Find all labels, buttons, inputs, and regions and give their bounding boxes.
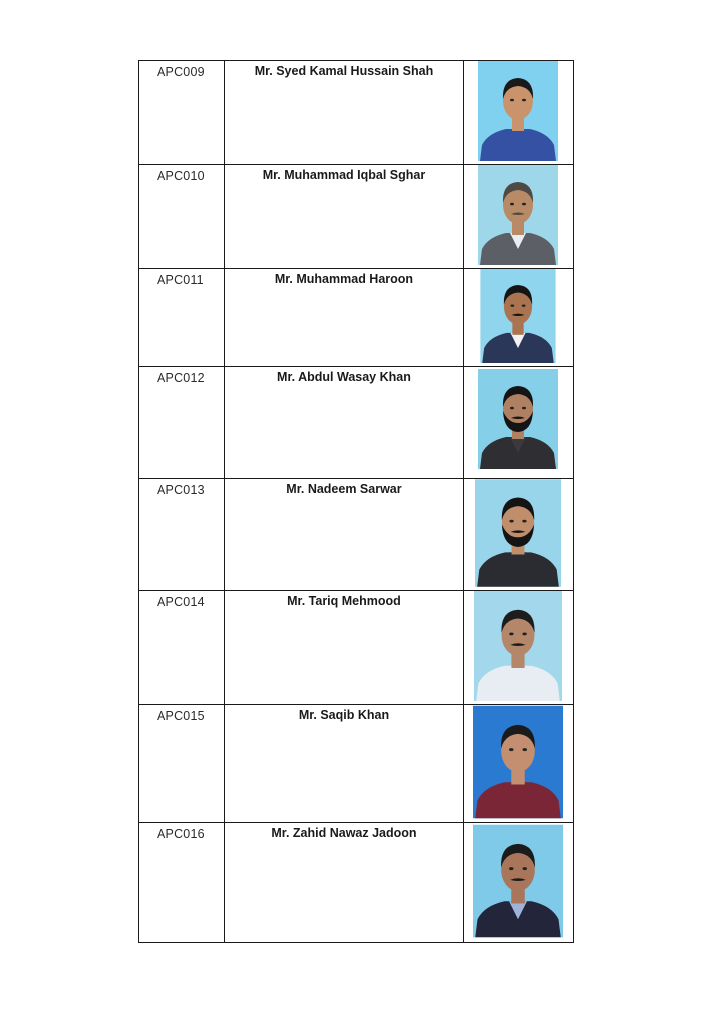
member-photo-cell: [463, 61, 573, 165]
member-id: APC009: [139, 61, 225, 165]
member-table: [138, 60, 574, 943]
member-photo-cell: [463, 269, 573, 367]
member-name: Mr. Syed Kamal Hussain Shah: [225, 61, 464, 165]
table-row: [139, 479, 574, 591]
eye: [523, 748, 528, 751]
member-name: Mr. Saqib Khan: [225, 705, 464, 823]
member-photo-cell: [463, 705, 573, 823]
eye: [523, 867, 528, 870]
member-name: Mr. Muhammad Haroon: [225, 269, 464, 367]
member-photo: [473, 705, 563, 819]
eye: [510, 203, 514, 206]
eye: [522, 407, 526, 410]
member-photo-cell: [463, 591, 573, 705]
member-photo-cell: [463, 367, 573, 479]
member-photo: [478, 165, 558, 265]
member-photo: [474, 591, 562, 701]
member-photo: [473, 823, 563, 939]
eye: [511, 304, 515, 306]
member-id: APC013: [139, 479, 225, 591]
member-id: APC012: [139, 367, 225, 479]
member-name: Mr. Muhammad Iqbal Sghar: [225, 165, 464, 269]
eye: [522, 99, 526, 102]
member-photo-cell: [463, 823, 573, 943]
eye: [510, 99, 514, 102]
table-row: [139, 591, 574, 705]
eye: [510, 520, 514, 523]
member-name: Mr. Nadeem Sarwar: [225, 479, 464, 591]
member-photo-cell: [463, 479, 573, 591]
member-table-body: [139, 61, 574, 943]
table-row: [139, 165, 574, 269]
table-row: [139, 61, 574, 165]
eye: [523, 520, 527, 523]
member-id: APC014: [139, 591, 225, 705]
eye: [510, 407, 514, 410]
table-row: [139, 705, 574, 823]
member-id: APC016: [139, 823, 225, 943]
member-name: Mr. Abdul Wasay Khan: [225, 367, 464, 479]
member-photo-cell: [463, 165, 573, 269]
eye: [510, 632, 514, 635]
eye: [522, 203, 526, 206]
member-photo: [478, 367, 558, 471]
member-id: APC015: [139, 705, 225, 823]
eye: [523, 632, 527, 635]
table-row: [139, 269, 574, 367]
member-id: APC010: [139, 165, 225, 269]
eye: [509, 748, 514, 751]
table-row: [139, 367, 574, 479]
member-id: APC011: [139, 269, 225, 367]
member-photo: [478, 61, 558, 161]
eye: [522, 304, 526, 306]
eye: [509, 867, 514, 870]
member-name: Mr. Tariq Mehmood: [225, 591, 464, 705]
table-row: [139, 823, 574, 943]
member-photo: [475, 479, 561, 587]
member-photo: [479, 269, 557, 363]
member-name: Mr. Zahid Nawaz Jadoon: [225, 823, 464, 943]
